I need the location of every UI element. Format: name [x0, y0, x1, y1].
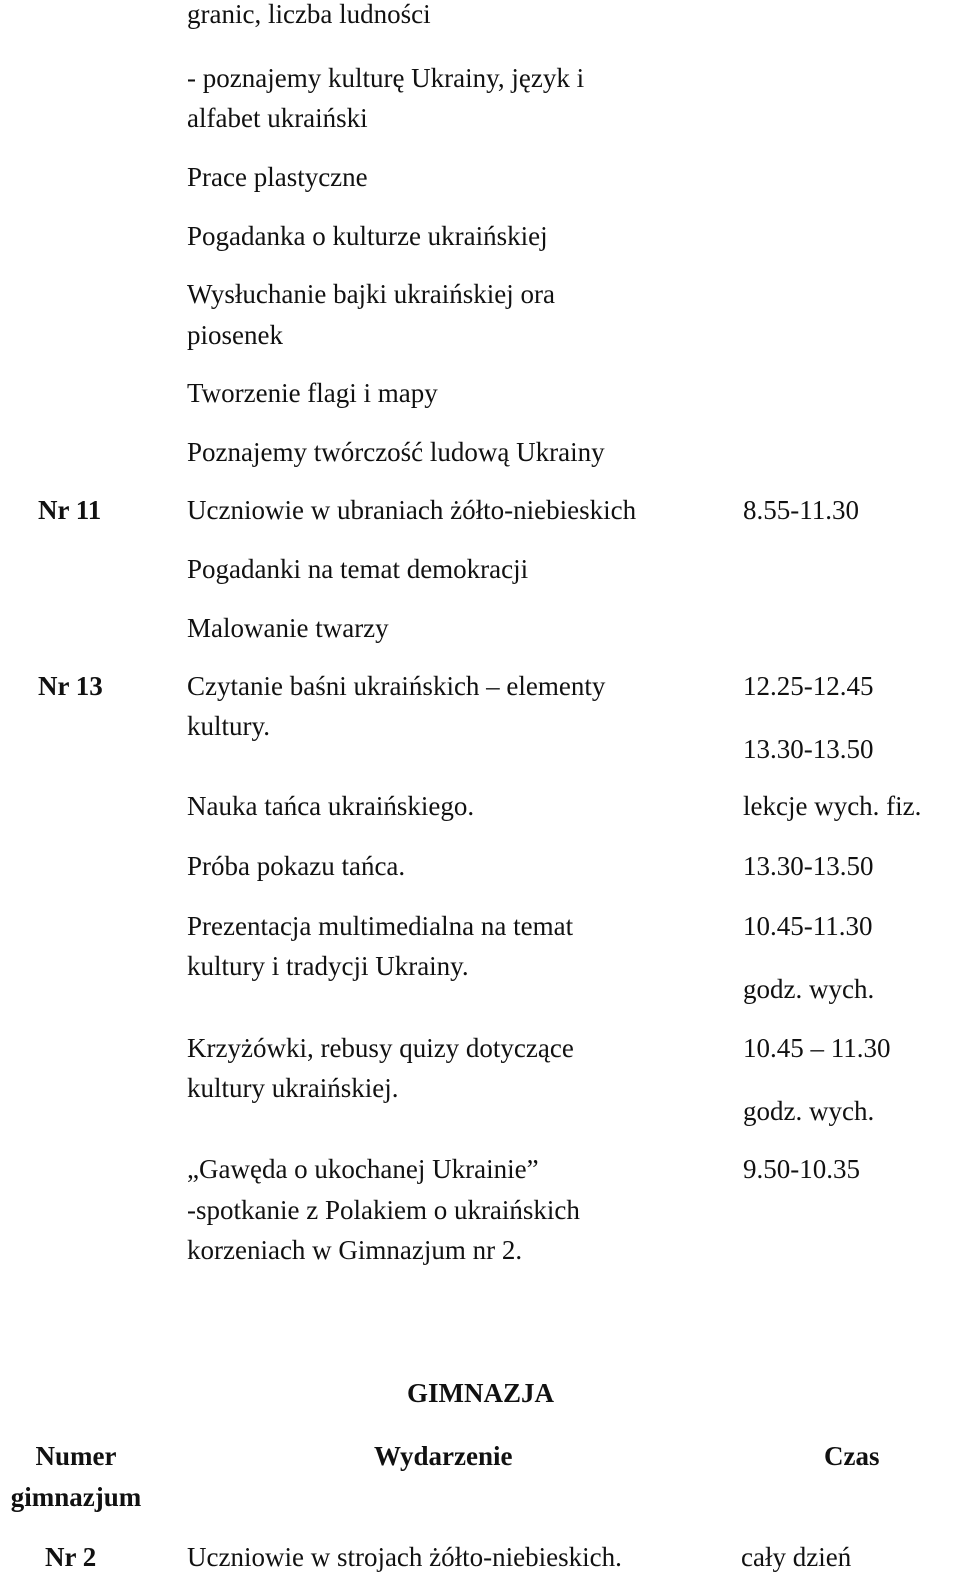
event-text: Próba pokazu tańca. — [187, 851, 406, 881]
section-heading: GIMNAZJA — [407, 1378, 554, 1408]
event-text: kultury ukraińskiej. — [187, 1073, 399, 1103]
text-line: - poznajemy kulturę Ukrainy, język i — [187, 63, 585, 93]
event-time: 13.30-13.50 — [743, 851, 874, 881]
text-line: Pogadanka o kulturze ukraińskiej — [187, 221, 548, 251]
text-line: alfabet ukraiński — [187, 103, 368, 133]
event-text: Pogadanki na temat demokracji — [187, 554, 529, 584]
event-time: 10.45 – 11.30 — [743, 1033, 891, 1063]
text-line: granic, liczba ludności — [187, 0, 431, 29]
event-text: kultury. — [187, 711, 270, 741]
event-text: kultury i tradycji Ukrainy. — [187, 951, 469, 981]
event-time: 8.55-11.30 — [743, 495, 859, 525]
text-line: Poznajemy twórczość ludową Ukrainy — [187, 437, 605, 467]
column-header-number: gimnazjum — [10, 1482, 142, 1512]
event-time: lekcje wych. fiz. — [743, 791, 922, 821]
event-text: Krzyżówki, rebusy quizy dotyczące — [187, 1033, 574, 1063]
text-line: piosenek — [187, 320, 283, 350]
school-number: Nr 2 — [45, 1542, 97, 1572]
text-line: Tworzenie flagi i mapy — [187, 378, 438, 408]
column-header-event: Wydarzenie — [374, 1441, 513, 1471]
event-time: 10.45-11.30 — [743, 911, 873, 941]
event-text: -spotkanie z Polakiem o ukraińskich — [187, 1195, 580, 1225]
event-time: cały dzień — [741, 1542, 852, 1572]
event-text: Uczniowie w ubraniach żółto-niebieskich — [187, 495, 637, 525]
column-header-number: Numer — [35, 1441, 117, 1471]
text-line: Wysłuchanie bajki ukraińskiej ora — [187, 279, 556, 309]
school-number: Nr 13 — [38, 671, 103, 701]
event-text: Uczniowie w strojach żółto-niebieskich. — [187, 1542, 622, 1572]
school-number: Nr 11 — [38, 495, 102, 525]
event-text: Malowanie twarzy — [187, 613, 389, 643]
event-text: korzeniach w Gimnazjum nr 2. — [187, 1235, 523, 1265]
event-text: „Gawęda o ukochanej Ukrainie” — [187, 1154, 539, 1184]
event-time: 9.50-10.35 — [743, 1154, 860, 1184]
event-text: Nauka tańca ukraińskiego. — [187, 791, 475, 821]
event-time: 12.25-12.45 — [743, 671, 874, 701]
event-time: godz. wych. — [743, 1096, 875, 1126]
event-text: Prezentacja multimedialna na temat — [187, 911, 574, 941]
column-header-time: Czas — [824, 1441, 880, 1471]
text-line: Prace plastyczne — [187, 162, 368, 192]
event-text: Czytanie baśni ukraińskich – elementy — [187, 671, 606, 701]
event-time: 13.30-13.50 — [743, 734, 874, 764]
event-time: godz. wych. — [743, 974, 875, 1004]
